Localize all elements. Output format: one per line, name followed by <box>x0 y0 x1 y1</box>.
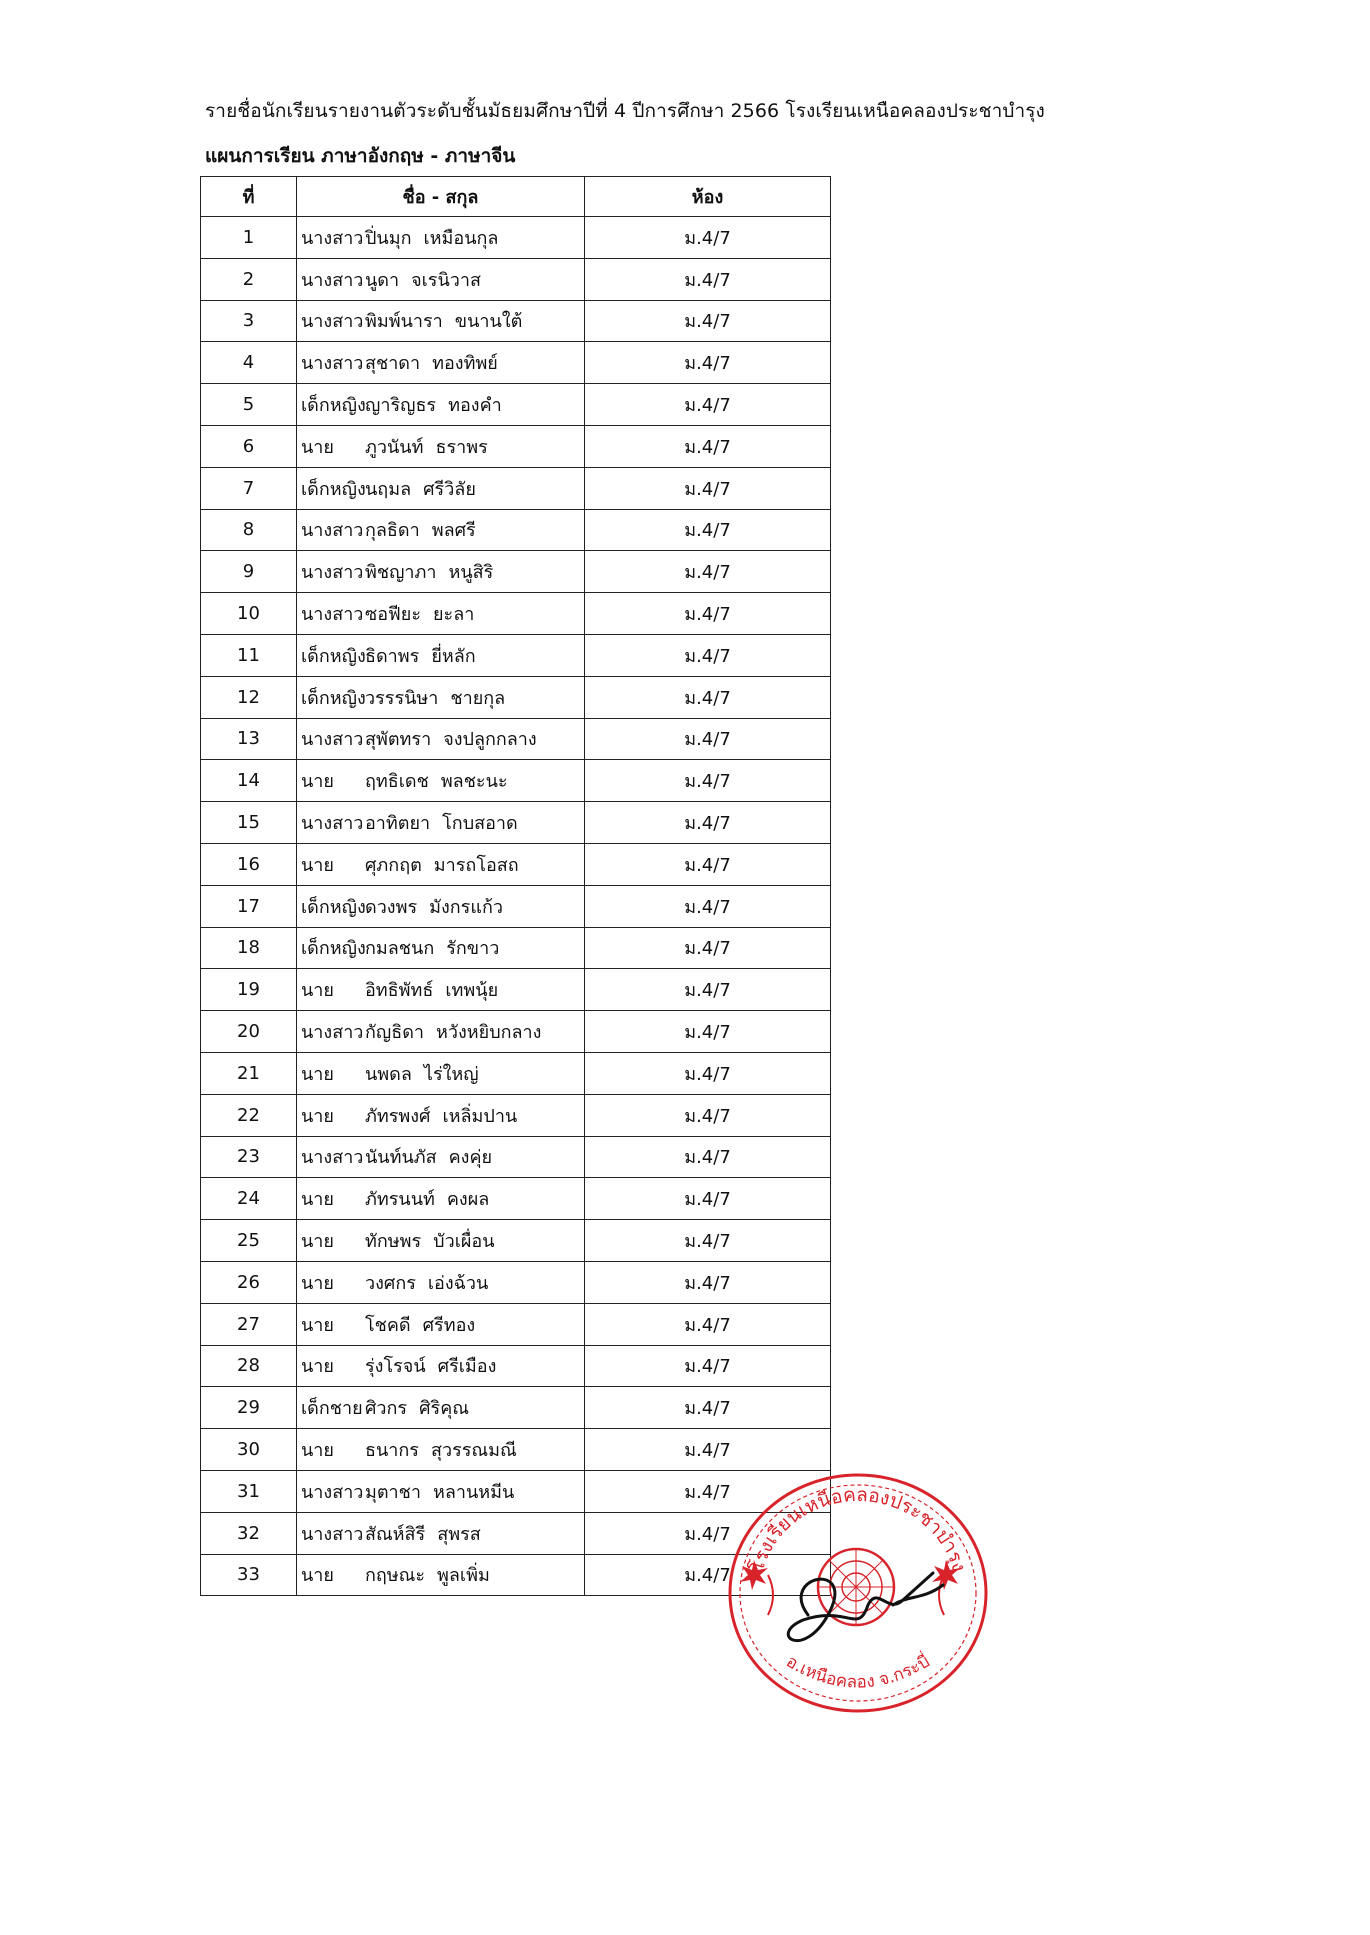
last-name: เอ่งฉ้วน <box>427 1272 489 1294</box>
room: ม.4/7 <box>585 1554 831 1596</box>
row-number: 15 <box>201 802 297 844</box>
first-name: ธิดาพร <box>365 645 420 667</box>
column-header-name: ชื่อ - สกุล <box>297 177 585 217</box>
row-number: 19 <box>201 969 297 1011</box>
last-name: รักขาว <box>446 938 500 960</box>
table-row <box>201 1345 831 1387</box>
study-plan-label: แผนการเรียน ภาษาอังกฤษ - ภาษาจีน <box>205 145 516 167</box>
room: ม.4/7 <box>585 425 831 467</box>
name-prefix: นาย <box>301 436 334 458</box>
student-name <box>297 676 585 718</box>
name-prefix: นาย <box>301 1565 334 1587</box>
name-prefix: นางสาว <box>301 1147 364 1169</box>
first-name: สุพัตทรา <box>365 729 432 751</box>
row-number: 13 <box>201 718 297 760</box>
table-row <box>201 1011 831 1053</box>
room: ม.4/7 <box>585 342 831 384</box>
room: ม.4/7 <box>585 467 831 509</box>
row-number: 20 <box>201 1011 297 1053</box>
name-prefix: นางสาว <box>301 604 364 626</box>
first-name: กฤษณะ <box>365 1565 426 1587</box>
room: ม.4/7 <box>585 676 831 718</box>
last-name: พลศรี <box>431 520 476 542</box>
first-name: นพดล <box>365 1063 412 1085</box>
row-number: 30 <box>201 1429 297 1471</box>
row-number: 7 <box>201 467 297 509</box>
first-name: รุ่งโรจน์ <box>365 1356 426 1378</box>
student-name <box>297 634 585 676</box>
last-name: ทองทิพย์ <box>432 353 498 375</box>
name-prefix: นางสาว <box>301 1022 364 1044</box>
room: ม.4/7 <box>585 1220 831 1262</box>
first-name: กุลธิดา <box>365 520 420 542</box>
name-prefix: นาย <box>301 854 334 876</box>
signature <box>788 1573 943 1641</box>
last-name: ศรีทอง <box>422 1314 476 1336</box>
last-name: ศรีวิลัย <box>423 478 476 500</box>
name-prefix: นางสาว <box>301 813 364 835</box>
first-name: ฤทธิเดช <box>365 771 429 793</box>
row-number: 8 <box>201 509 297 551</box>
name-prefix: นางสาว <box>301 729 364 751</box>
first-name: ปิ่นมุก <box>365 227 412 249</box>
first-name: ธนากร <box>365 1440 419 1461</box>
table-row <box>201 634 831 676</box>
table-row <box>201 593 831 635</box>
first-name: พิชญาภา <box>365 562 437 584</box>
row-number: 26 <box>201 1261 297 1303</box>
table-row <box>201 885 831 927</box>
table-body <box>201 217 831 1596</box>
room: ม.4/7 <box>585 217 831 259</box>
name-prefix: เด็กหญิง <box>301 938 366 960</box>
student-name <box>297 1512 585 1554</box>
row-number: 23 <box>201 1136 297 1178</box>
row-number: 22 <box>201 1094 297 1136</box>
room: ม.4/7 <box>585 1178 831 1220</box>
student-name <box>297 593 585 635</box>
table-row <box>201 1387 831 1429</box>
student-name <box>297 1387 585 1429</box>
student-name <box>297 1052 585 1094</box>
first-name: ภัทรพงศ์ <box>365 1105 431 1127</box>
table-row <box>201 676 831 718</box>
student-name <box>297 509 585 551</box>
row-number: 14 <box>201 760 297 802</box>
table-row <box>201 509 831 551</box>
first-name: วงศกร <box>365 1272 416 1294</box>
table-row <box>201 1052 831 1094</box>
student-name <box>297 1011 585 1053</box>
first-name: ภูวนันท์ <box>365 436 424 458</box>
student-name <box>297 425 585 467</box>
first-name: ทักษพร <box>365 1231 422 1253</box>
row-number: 11 <box>201 634 297 676</box>
last-name: ขนานใต้ <box>454 311 523 333</box>
row-number: 9 <box>201 551 297 593</box>
name-prefix: นางสาว <box>301 1481 364 1503</box>
student-name <box>297 1345 585 1387</box>
table-row <box>201 342 831 384</box>
document-title: รายชื่อนักเรียนรายงานตัวระดับชั้นมัธยมศึกษาปีที่ 4 ปีการศึกษา 2566 โรงเรียนเหนือคลองประชาบำรุง <box>205 100 1045 122</box>
student-name <box>297 1303 585 1345</box>
first-name: อาทิตยา <box>365 813 431 835</box>
student-name <box>297 258 585 300</box>
row-number: 5 <box>201 384 297 426</box>
name-prefix: นาย <box>301 1356 334 1378</box>
row-number: 28 <box>201 1345 297 1387</box>
last-name: มารถโอสถ <box>433 854 519 876</box>
row-number: 10 <box>201 593 297 635</box>
student-name <box>297 1429 585 1471</box>
first-name: มุตาชา <box>365 1481 421 1503</box>
room: ม.4/7 <box>585 300 831 342</box>
name-prefix: นางสาว <box>301 520 364 542</box>
last-name: ทองคำ <box>448 395 502 417</box>
svg-text:อ.เหนือคลอง จ.กระบี่ <box>783 1649 934 1693</box>
last-name: บัวเผื่อน <box>433 1231 495 1253</box>
row-number: 1 <box>201 217 297 259</box>
table-row <box>201 1094 831 1136</box>
student-name <box>297 217 585 259</box>
table-row <box>201 258 831 300</box>
row-number: 21 <box>201 1052 297 1094</box>
table-row <box>201 718 831 760</box>
student-name <box>297 760 585 802</box>
table-row <box>201 300 831 342</box>
room: ม.4/7 <box>585 634 831 676</box>
last-name: ชายกุล <box>450 687 506 709</box>
table-row <box>201 927 831 969</box>
table-row <box>201 1303 831 1345</box>
column-header-room: ห้อง <box>585 177 831 217</box>
room: ม.4/7 <box>585 760 831 802</box>
student-name <box>297 300 585 342</box>
last-name: ศิริคุณ <box>419 1398 469 1420</box>
row-number: 4 <box>201 342 297 384</box>
last-name: พูลเพิ่ม <box>437 1565 490 1587</box>
table-row <box>201 1261 831 1303</box>
name-prefix: เด็กหญิง <box>301 645 366 667</box>
name-prefix: นางสาว <box>301 269 364 291</box>
table-row <box>201 843 831 885</box>
first-name: วรรรนิษา <box>365 687 439 709</box>
room: ม.4/7 <box>585 1512 831 1554</box>
school-seal-stamp <box>708 1465 998 1730</box>
first-name: ดวงพร <box>365 896 418 918</box>
first-name: นูดา <box>365 269 400 291</box>
last-name: ไร่ใหญ่ <box>423 1063 479 1085</box>
table-row <box>201 384 831 426</box>
last-name: โกบสอาด <box>442 813 518 835</box>
room: ม.4/7 <box>585 927 831 969</box>
first-name: สัณห์สิรี <box>365 1523 426 1545</box>
student-name <box>297 718 585 760</box>
name-prefix: นาย <box>301 1314 334 1336</box>
first-name: อิทธิพัทธ์ <box>365 980 434 1002</box>
name-prefix: นาย <box>301 771 334 793</box>
table-row <box>201 425 831 467</box>
column-header-number: ที่ <box>201 177 297 217</box>
last-name: ยะลา <box>433 604 475 626</box>
row-number: 6 <box>201 425 297 467</box>
room: ม.4/7 <box>585 718 831 760</box>
room: ม.4/7 <box>585 593 831 635</box>
name-prefix: เด็กชาย <box>301 1398 363 1420</box>
student-name <box>297 467 585 509</box>
room: ม.4/7 <box>585 258 831 300</box>
last-name: สุวรรณมณี <box>430 1440 517 1461</box>
table-row <box>201 760 831 802</box>
last-name: เทพนุ้ย <box>445 980 499 1002</box>
room: ม.4/7 <box>585 1094 831 1136</box>
row-number: 12 <box>201 676 297 718</box>
row-number: 27 <box>201 1303 297 1345</box>
student-name <box>297 551 585 593</box>
room: ม.4/7 <box>585 1052 831 1094</box>
table-row <box>201 551 831 593</box>
row-number: 3 <box>201 300 297 342</box>
table-row <box>201 1220 831 1262</box>
last-name: เหลิ่มปาน <box>442 1105 518 1127</box>
student-name <box>297 1136 585 1178</box>
name-prefix: นาย <box>301 1440 334 1461</box>
last-name: คงคุ่ย <box>448 1147 493 1169</box>
row-number: 2 <box>201 258 297 300</box>
row-number: 25 <box>201 1220 297 1262</box>
room: ม.4/7 <box>585 843 831 885</box>
table-row <box>201 802 831 844</box>
row-number: 29 <box>201 1387 297 1429</box>
first-name: ซอฟียะ <box>365 604 421 626</box>
stamp-top-text: โรงเรียนเหนือคลองประชาบำรุง <box>745 1483 971 1575</box>
name-prefix: นาย <box>301 980 334 1002</box>
first-name: สุชาดา <box>365 353 421 375</box>
room: ม.4/7 <box>585 1261 831 1303</box>
first-name: พิมพ์นารา <box>365 311 443 333</box>
student-name <box>297 885 585 927</box>
name-prefix: เด็กหญิง <box>301 395 366 417</box>
last-name: หลานหมีน <box>433 1481 515 1503</box>
first-name: นฤมล <box>365 478 412 500</box>
student-name <box>297 927 585 969</box>
room: ม.4/7 <box>585 969 831 1011</box>
student-name <box>297 1470 585 1512</box>
room: ม.4/7 <box>585 551 831 593</box>
room: ม.4/7 <box>585 1387 831 1429</box>
row-number: 32 <box>201 1512 297 1554</box>
name-prefix: นาย <box>301 1231 334 1253</box>
first-name: ศิวกร <box>365 1398 408 1420</box>
student-name <box>297 802 585 844</box>
name-prefix: เด็กหญิง <box>301 896 366 918</box>
name-prefix: นาย <box>301 1189 334 1211</box>
last-name: จเรนิวาส <box>411 269 481 291</box>
first-name: นันท์นภัส <box>365 1147 437 1169</box>
first-name: โชคดี <box>365 1314 411 1336</box>
student-roster-table <box>200 176 831 1596</box>
room: ม.4/7 <box>585 1011 831 1053</box>
room: ม.4/7 <box>585 1345 831 1387</box>
table-row <box>201 217 831 259</box>
name-prefix: นาย <box>301 1063 334 1085</box>
table-row <box>201 969 831 1011</box>
table-row <box>201 1178 831 1220</box>
room: ม.4/7 <box>585 802 831 844</box>
name-prefix: นางสาว <box>301 353 364 375</box>
last-name: ธราพร <box>435 436 488 458</box>
last-name: มังกรแก้ว <box>429 896 503 918</box>
row-number: 17 <box>201 885 297 927</box>
name-prefix: นาย <box>301 1272 334 1294</box>
name-prefix: นางสาว <box>301 562 364 584</box>
name-prefix: นาย <box>301 1105 334 1127</box>
last-name: สุพรส <box>437 1523 481 1545</box>
student-name <box>297 1554 585 1596</box>
student-name <box>297 1220 585 1262</box>
last-name: ยี่หลัก <box>431 645 476 667</box>
table-header-row <box>201 177 831 217</box>
first-name: ญาริญธร <box>365 395 437 417</box>
table-row <box>201 1136 831 1178</box>
row-number: 16 <box>201 843 297 885</box>
student-name <box>297 1094 585 1136</box>
last-name: เหมือนกุล <box>423 227 499 249</box>
row-number: 24 <box>201 1178 297 1220</box>
last-name: คงผล <box>446 1189 490 1211</box>
stamp-bottom-text: อ.เหนือคลอง จ.กระบี่ <box>782 1651 934 1693</box>
name-prefix: เด็กหญิง <box>301 478 366 500</box>
room: ม.4/7 <box>585 1303 831 1345</box>
student-name <box>297 1178 585 1220</box>
first-name: ภัทรนนท์ <box>365 1189 435 1211</box>
last-name: พลชะนะ <box>440 771 508 793</box>
room: ม.4/7 <box>585 1470 831 1512</box>
last-name: ศรีเมือง <box>437 1356 497 1378</box>
row-number: 31 <box>201 1470 297 1512</box>
last-name: จงปลูกกลาง <box>443 729 537 751</box>
last-name: หวังหยิบกลาง <box>436 1022 542 1044</box>
table-row <box>201 467 831 509</box>
student-name <box>297 342 585 384</box>
name-prefix: นางสาว <box>301 227 364 249</box>
student-name <box>297 843 585 885</box>
first-name: ศุภกฤต <box>365 854 422 876</box>
room: ม.4/7 <box>585 885 831 927</box>
first-name: กมลชนก <box>365 938 435 960</box>
room: ม.4/7 <box>585 384 831 426</box>
student-name <box>297 1261 585 1303</box>
name-prefix: นางสาว <box>301 311 364 333</box>
name-prefix: นางสาว <box>301 1523 364 1545</box>
first-name: กัญธิดา <box>365 1022 425 1044</box>
name-prefix: เด็กหญิง <box>301 687 366 709</box>
row-number: 33 <box>201 1554 297 1596</box>
student-name <box>297 384 585 426</box>
room: ม.4/7 <box>585 1429 831 1471</box>
last-name: หนูสิริ <box>448 562 494 584</box>
room: ม.4/7 <box>585 1136 831 1178</box>
row-number: 18 <box>201 927 297 969</box>
student-name <box>297 969 585 1011</box>
room: ม.4/7 <box>585 509 831 551</box>
